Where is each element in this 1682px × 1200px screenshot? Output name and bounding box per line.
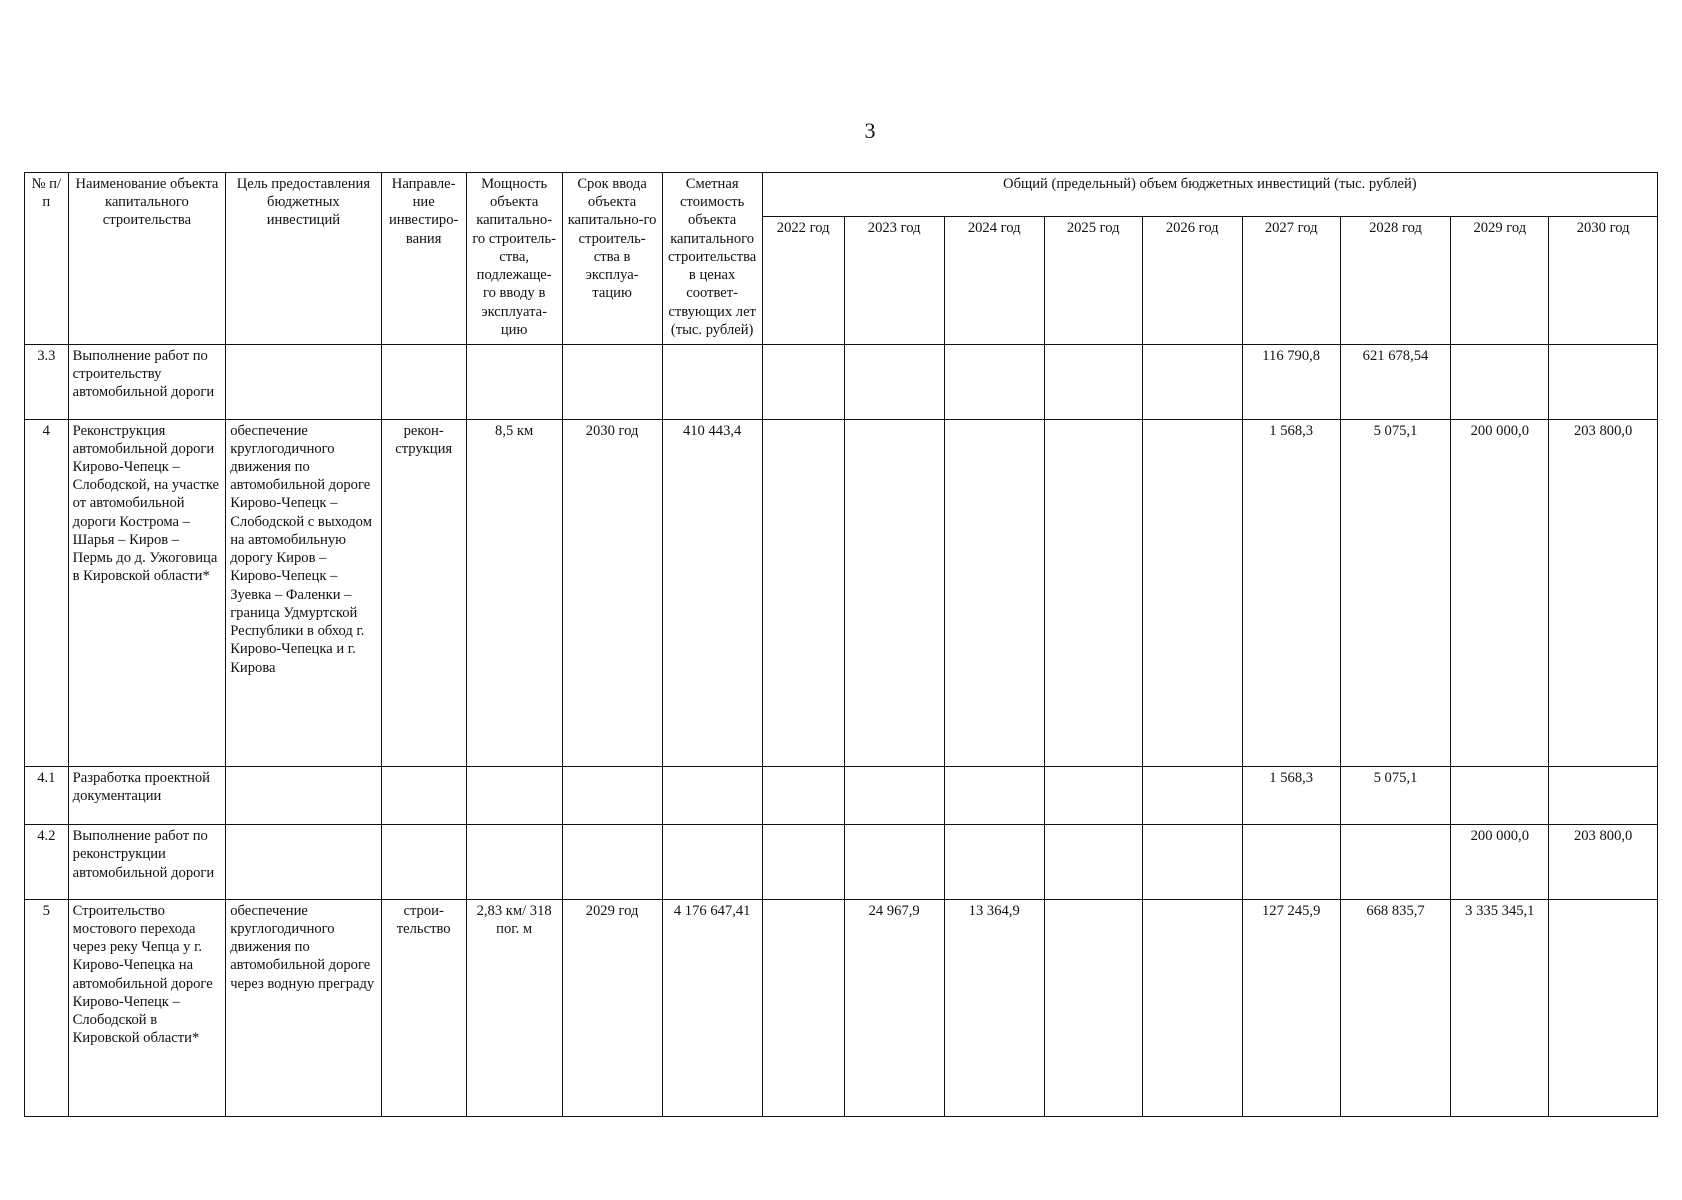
cell-value: 668 835,7	[1340, 899, 1451, 1116]
cell-value	[1142, 419, 1242, 767]
cell-capacity	[466, 825, 562, 900]
cell-value	[1549, 767, 1658, 825]
cell-value: 5 075,1	[1340, 419, 1451, 767]
cell-value: 24 967,9	[844, 899, 944, 1116]
cell-name: Разработка проектной документации	[68, 767, 226, 825]
cell-value	[762, 899, 844, 1116]
cell-value	[944, 419, 1044, 767]
header-row	[25, 173, 1658, 217]
cell-num: 4.2	[25, 825, 69, 900]
cell-cost	[662, 767, 762, 825]
cell-term	[562, 345, 662, 420]
cell-num: 3.3	[25, 345, 69, 420]
cell-num: 4.1	[25, 767, 69, 825]
header-capacity: Мощность объекта капитально-го строитель-ства, подлежаще-го вводу в эксплуата-цию	[466, 173, 562, 345]
cell-term	[562, 825, 662, 900]
cell-direction	[381, 767, 466, 825]
cell-value	[762, 825, 844, 900]
investment-table	[24, 172, 1658, 1117]
header-num: № п/п	[25, 173, 69, 345]
cell-capacity	[466, 767, 562, 825]
cell-goal	[226, 825, 381, 900]
cell-capacity: 8,5 км	[466, 419, 562, 767]
cell-cost	[662, 825, 762, 900]
header-year: 2030 год	[1549, 217, 1658, 345]
cell-value	[1044, 899, 1142, 1116]
cell-term: 2030 год	[562, 419, 662, 767]
header-year: 2023 год	[844, 217, 944, 345]
cell-value: 203 800,0	[1549, 419, 1658, 767]
cell-value	[1340, 825, 1451, 900]
header-year: 2024 год	[944, 217, 1044, 345]
cell-goal	[226, 345, 381, 420]
table-row	[25, 767, 1658, 825]
header-direction: Направле-ние инвестиро-вания	[381, 173, 466, 345]
cell-value	[944, 345, 1044, 420]
cell-value	[1044, 345, 1142, 420]
cell-cost: 410 443,4	[662, 419, 762, 767]
header-year: 2026 год	[1142, 217, 1242, 345]
cell-direction: рекон-струкция	[381, 419, 466, 767]
header-total: Общий (предельный) объем бюджетных инвестиций (тыс. рублей)	[762, 173, 1657, 217]
cell-name: Реконструкция автомобильной дороги Кирово-Чепецк – Слободской, на участке от автомобильной дороги Кострома – Шарья – Киров – Пермь до д. Ужоговица в Кировской области*	[68, 419, 226, 767]
cell-value	[1142, 345, 1242, 420]
cell-value	[762, 345, 844, 420]
cell-value: 127 245,9	[1242, 899, 1340, 1116]
header-year: 2022 год	[762, 217, 844, 345]
cell-direction	[381, 825, 466, 900]
cell-value	[844, 345, 944, 420]
header-year: 2028 год	[1340, 217, 1451, 345]
cell-value	[1549, 345, 1658, 420]
cell-value: 200 000,0	[1451, 419, 1549, 767]
table-row	[25, 419, 1658, 767]
table-row	[25, 899, 1658, 1116]
cell-cost: 4 176 647,41	[662, 899, 762, 1116]
header-year: 2025 год	[1044, 217, 1142, 345]
cell-name: Выполнение работ по реконструкции автомобильной дороги	[68, 825, 226, 900]
cell-value: 5 075,1	[1340, 767, 1451, 825]
cell-value: 3 335 345,1	[1451, 899, 1549, 1116]
cell-goal	[226, 767, 381, 825]
cell-term: 2029 год	[562, 899, 662, 1116]
cell-value	[1451, 767, 1549, 825]
header-goal: Цель предоставления бюджетных инвестиций	[226, 173, 381, 345]
cell-value: 116 790,8	[1242, 345, 1340, 420]
header-cost: Сметная стоимость объекта капитального строительства в ценах соответ-ствующих лет (тыс. рублей)	[662, 173, 762, 345]
table-row	[25, 825, 1658, 900]
cell-num: 5	[25, 899, 69, 1116]
cell-term	[562, 767, 662, 825]
cell-value	[1044, 825, 1142, 900]
cell-value	[844, 419, 944, 767]
cell-capacity	[466, 345, 562, 420]
cell-value	[1242, 825, 1340, 900]
cell-num: 4	[25, 419, 69, 767]
cell-value	[1451, 345, 1549, 420]
cell-name: Строительство мостового перехода через реку Чепца у г. Кирово-Чепецка на автомобильной дороге Кирово-Чепецк – Слободской в Кировской области*	[68, 899, 226, 1116]
cell-value	[944, 825, 1044, 900]
cell-value	[762, 767, 844, 825]
cell-value	[944, 767, 1044, 825]
cell-value: 621 678,54	[1340, 345, 1451, 420]
cell-name: Выполнение работ по строительству автомобильной дороги	[68, 345, 226, 420]
cell-value: 200 000,0	[1451, 825, 1549, 900]
cell-goal: обеспечение круглогодичного движения по автомобильной дороге через водную преграду	[226, 899, 381, 1116]
cell-value	[1142, 767, 1242, 825]
cell-value	[1142, 899, 1242, 1116]
cell-value: 1 568,3	[1242, 419, 1340, 767]
header-year: 2027 год	[1242, 217, 1340, 345]
cell-value	[844, 767, 944, 825]
table-row	[25, 345, 1658, 420]
cell-direction: строи-тельство	[381, 899, 466, 1116]
cell-value	[762, 419, 844, 767]
cell-value	[1142, 825, 1242, 900]
header-name: Наименование объекта капитального строительства	[68, 173, 226, 345]
cell-value: 13 364,9	[944, 899, 1044, 1116]
cell-direction	[381, 345, 466, 420]
cell-capacity: 2,83 км/ 318 пог. м	[466, 899, 562, 1116]
cell-cost	[662, 345, 762, 420]
cell-value: 203 800,0	[1549, 825, 1658, 900]
cell-value	[844, 825, 944, 900]
cell-value	[1044, 419, 1142, 767]
cell-value: 1 568,3	[1242, 767, 1340, 825]
cell-goal: обеспечение круглогодичного движения по автомобильной дороге Кирово-Чепецк – Слободской с выходом на автомобильную дорогу Киров – Кирово-Чепецк – Зуевка – Фаленки – граница Удмуртской Республики в обход г. Кирово-Чепецка и г. Кирова	[226, 419, 381, 767]
header-term: Срок ввода объекта капитально-го строитель-ства в эксплуа-тацию	[562, 173, 662, 345]
cell-value	[1549, 899, 1658, 1116]
cell-value	[1044, 767, 1142, 825]
header-year: 2029 год	[1451, 217, 1549, 345]
page-number: 3	[864, 118, 876, 143]
